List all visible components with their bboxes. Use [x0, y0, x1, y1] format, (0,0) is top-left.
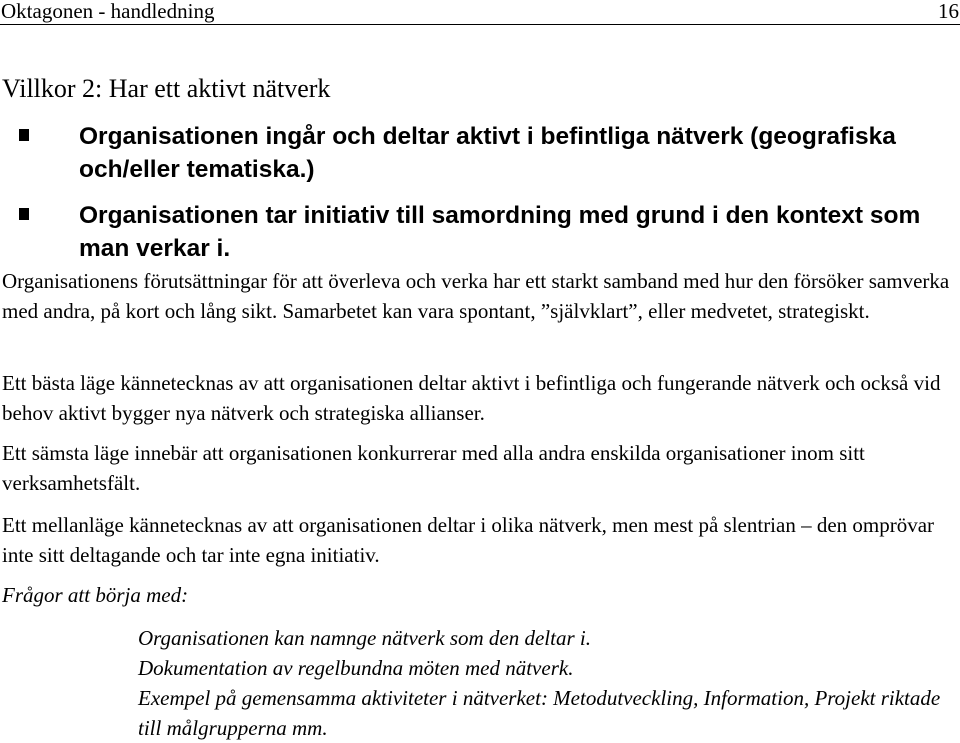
- bullet-list: [0, 120, 960, 278]
- questions-list: [138, 623, 953, 743]
- page-number: 16: [938, 0, 959, 23]
- square-bullet-icon: [19, 129, 29, 141]
- square-bullet-icon: [19, 208, 29, 220]
- question-item: Exempel på gemensamma aktiviteter i nätverket: Metodutveckling, Information, Projekt riktade till målgrupperna mm.: [138, 686, 941, 740]
- page-header: [0, 0, 960, 25]
- questions-heading: Frågor att börja med:: [2, 583, 189, 607]
- question-item: Dokumentation av regelbundna möten med nätverk.: [138, 656, 574, 680]
- paragraph-intro: Organisationens förutsättningar för att överleva och verka har ett starkt samband med hur den försöker samverka med andra, på kort och lång sikt. Samarbetet kan vara spontant, ”självklart”, eller medvetet, strategiskt.: [2, 269, 950, 323]
- paragraph-worst-case: Ett sämsta läge innebär att organisationen konkurrerar med alla andra enskilda organisationer inom sitt verksamhetsfält.: [2, 441, 865, 495]
- document-title: Oktagonen - handledning: [1, 0, 215, 23]
- paragraph-best-case: Ett bästa läge kännetecknas av att organisationen deltar aktivt i befintliga och fungerande nätverk och också vid behov aktivt bygger nya nätverk och strategiska allianser.: [2, 371, 941, 425]
- bullet-item: [0, 120, 960, 186]
- paragraph-middle-case: Ett mellanläge kännetecknas av att organisationen deltar i olika nätverk, men mest på slentrian – den omprövar inte sitt deltagande och tar inte egna initiativ.: [2, 513, 935, 567]
- bullet-item: [0, 199, 960, 265]
- bullet-text: Organisationen tar initiativ till samordning med grund i den kontext som man verkar i.: [79, 202, 921, 262]
- question-item: Organisationen kan namnge nätverk som den deltar i.: [138, 626, 591, 650]
- bullet-text: Organisationen ingår och deltar aktivt i befintliga nätverk (geografiska och/eller tematiska.): [79, 123, 896, 183]
- section-heading: Villkor 2: Har ett aktivt nätverk: [2, 74, 331, 103]
